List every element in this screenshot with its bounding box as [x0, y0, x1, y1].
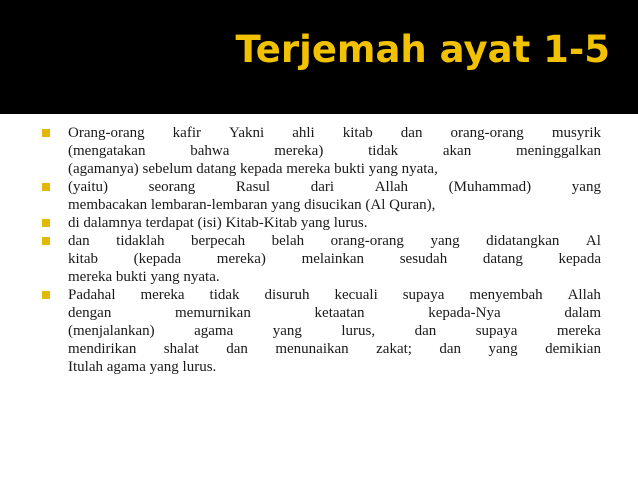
square-bullet-icon — [42, 219, 50, 227]
text-line: Padahal mereka tidak disuruh kecuali supaya menyembah Allah — [68, 287, 601, 303]
square-bullet-icon — [42, 129, 50, 137]
bullet-item-3 — [40, 214, 601, 232]
text-line: dan tidaklah berpecah belah orang-orang yang didatangkan Al — [68, 233, 601, 249]
text-line: mereka bukti yang nyata. — [68, 269, 220, 285]
text-line: Itulah agama yang lurus. — [68, 359, 217, 375]
bullet-list — [40, 124, 601, 376]
bullet-item-2 — [40, 178, 601, 214]
text-line: (menjalankan) agama yang lurus, dan supaya mereka — [68, 323, 601, 339]
text-line: membacakan lembaran-lembaran yang disucikan (Al Quran), — [68, 197, 436, 213]
text-line: Orang-orang kafir Yakni ahli kitab dan orang-orang musyrik — [68, 125, 601, 141]
text-line: mendirikan shalat dan menunaikan zakat; dan yang demikian — [68, 341, 601, 357]
square-bullet-icon — [42, 237, 50, 245]
text-line: di dalamnya terdapat (isi) Kitab-Kitab yang lurus. — [68, 215, 368, 231]
slide-title: Terjemah ayat 1-5 — [235, 28, 610, 71]
title-bar — [0, 0, 638, 114]
bullet-item-4 — [40, 232, 601, 286]
text-line: (agamanya) sebelum datang kepada mereka bukti yang nyata, — [68, 161, 438, 177]
text-line: kitab (kepada mereka) melainkan sesudah datang kepada — [68, 251, 601, 267]
square-bullet-icon — [42, 183, 50, 191]
bullet-item-1 — [40, 124, 601, 178]
text-line: (mengatakan bahwa mereka) tidak akan meninggalkan — [68, 143, 601, 159]
bullet-item-5 — [40, 286, 601, 376]
text-line: dengan memurnikan ketaatan kepada-Nya dalam — [68, 305, 601, 321]
square-bullet-icon — [42, 291, 50, 299]
text-line: (yaitu) seorang Rasul dari Allah (Muhammad) yang — [68, 179, 601, 195]
